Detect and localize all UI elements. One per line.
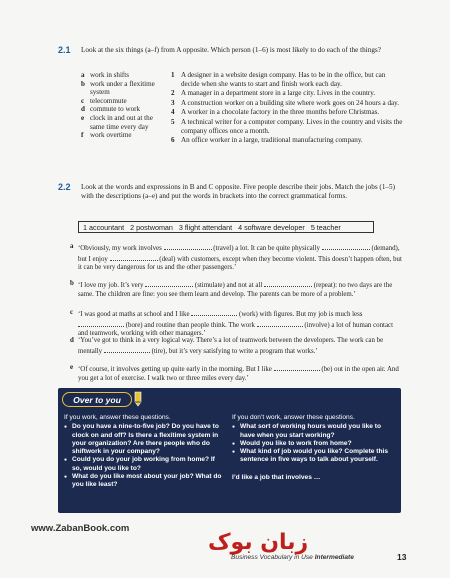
exercise-number-2-2: 2.2 [58, 182, 71, 192]
description-d: d ‘You’ve got to think in a very logical way. There’s a lot of teamwork between the developers. The work can be mentally (tire), but it’s very satisfying to write a program that works.’ [70, 337, 384, 355]
exercise-2-1-instruction: Look at the six things (a–f) from A opposite. Which person (1–6) is most likely to do each of the things? [81, 46, 381, 54]
job-option: 5 teacher [310, 223, 341, 232]
list-item: 2 A manager in a department store in a large city. Lives in the country. [171, 89, 376, 98]
over-to-you-left-column [64, 414, 224, 490]
sentence-starter: I’d like a job that involves … [232, 473, 321, 481]
answer-blank[interactable] [191, 309, 237, 316]
answer-blank[interactable] [104, 346, 150, 353]
job-option: 2 postwoman [130, 223, 173, 232]
jobs-box [78, 221, 374, 233]
list-item: ● What do you like most about your job? What do you like least? [64, 473, 224, 490]
list-item: ● Would you like to work from home? [232, 440, 394, 448]
list-item: f work overtime [81, 131, 132, 140]
left-column-heading: If you work, answer these questions. [64, 414, 171, 421]
watermark-url: www.ZabanBook.com [31, 523, 130, 534]
answer-blank[interactable] [322, 243, 370, 250]
page-number: 13 [397, 552, 407, 562]
exercise-2-1-letter-list [81, 71, 161, 140]
list-item: 3 A construction worker on a building site where work goes on 24 hours a day. [171, 98, 400, 107]
list-item: 6 An office worker in a large, traditional manufacturing company. [171, 136, 363, 145]
svg-text:زبان بوک: زبان بوک [208, 530, 309, 555]
description-a: a ‘Obviously, my work involves (travel) a lot. It can be quite physically (demand), but I enjoy (deal) with customers, except when they become violent. This doesn’t happen often, but it can be very dangerous for us and the other passengers.’ [70, 243, 402, 272]
exercise-2-2-instruction: Look at the words and expressions in B and C opposite. Five people describe their jobs. Match the jobs (1–5) with the descriptions (a–e) and put the words in brackets into the correct grammatical forms. [81, 183, 395, 201]
job-option: 1 accountant [83, 223, 125, 232]
list-item: ● Do you have a nine-to-five job? Do you have to clock on and off? Is there a flexitime system in your organization? Are there people who do shiftwork in your company? [64, 423, 224, 456]
answer-blank[interactable] [274, 364, 320, 371]
list-item: a work in shifts [81, 71, 130, 79]
job-option: 3 flight attendant [178, 223, 233, 232]
answer-blank[interactable] [164, 243, 212, 250]
watermark-logo [92, 526, 309, 556]
answer-blank[interactable] [264, 280, 312, 287]
exercise-number-2-1: 2.1 [58, 45, 71, 55]
right-column-heading: If you don’t work, answer these questions. [232, 414, 355, 421]
over-to-you-title: Over to you [62, 392, 132, 407]
answer-blank[interactable] [110, 254, 158, 261]
list-item: 4 A worker in a chocolate factory in the three months before Christmas. [171, 108, 380, 117]
list-item: b work under a flexitime system [81, 79, 155, 97]
footer-book-title: Business Vocabulary in Use Intermediate [231, 554, 354, 561]
description-e: e ‘Of course, it involves getting up quite early in the morning. But I like (be) out in the open air. And you get a lot of exercise. I walk two or three miles every day.’ [70, 364, 399, 382]
job-option: 4 software developer [238, 223, 305, 232]
pencil-icon [132, 391, 144, 407]
list-item: ● What sort of working hours would you like to have when you start working? [232, 423, 394, 440]
exercise-2-1-people-list [171, 71, 404, 145]
description-b: b ‘I love my job. It’s very (stimulate) and not at all (repeat): no two days are the same. The children are fine: you see them learn and develop. The parents can be more of a problem.’ [70, 280, 393, 298]
list-item: 1 A designer in a website design company. Has to be in the office, but can decide when she wants to start and finish work each day. [171, 71, 386, 88]
answer-blank[interactable] [145, 280, 193, 287]
over-to-you-right-column [232, 414, 394, 482]
list-item: e clock in and out at the same time every day [81, 113, 153, 131]
list-item: ● Could you do your job working from home? If so, would you like to? [64, 456, 224, 473]
list-item: d commute to work [81, 105, 141, 114]
list-item: 5 A technical writer for a computer company. Lives in the country and visits the company offices once a month. [171, 117, 403, 135]
description-c: c ‘I was good at maths at school and I like (work) with figures. But my job is much less (bore) and routine than people think. The work (involve) a lot of human contact and teamwork, working with other managers.’ [70, 309, 393, 338]
list-item: ● What kind of job would you like? Complete this sentence in five ways to talk about yourself. [232, 448, 394, 465]
list-item: c telecommute [81, 96, 127, 105]
answer-blank[interactable] [78, 320, 124, 327]
answer-blank[interactable] [257, 320, 303, 327]
